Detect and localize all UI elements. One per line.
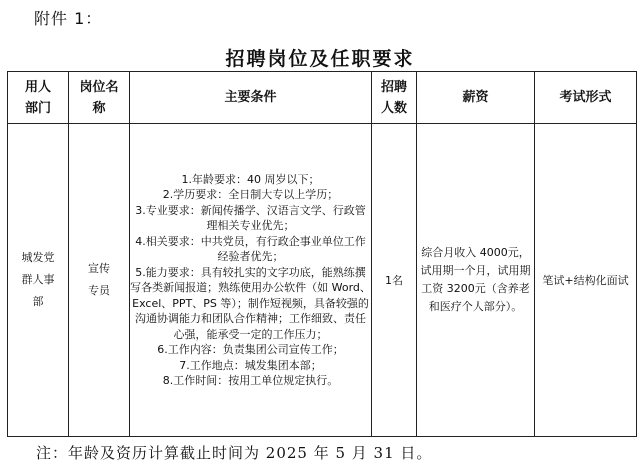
condition-item: 6.工作内容：负责集团公司宣传工作； [157, 343, 344, 356]
condition-item: 3.专业要求：新闻传播学、汉语言文学、行政管理相关专业优先； [135, 203, 366, 232]
header-headcount: 招聘人数 [372, 72, 417, 124]
header-conditions: 主要条件 [130, 72, 372, 124]
condition-item: 8.工作时间：按用工单位规定执行。 [162, 374, 339, 387]
condition-item: 4.相关要求：中共党员，有行政企事业单位工作经验者优先； [135, 234, 366, 263]
header-salary: 薪资 [417, 72, 535, 124]
header-position: 岗位名称 [69, 72, 130, 124]
header-department: 用人部门 [8, 72, 69, 124]
header-exam: 考试形式 [535, 72, 637, 124]
condition-item: 1.年龄要求：40 周岁以下； [181, 172, 320, 186]
cell-salary: 综合月收入 4000元，试用期一个月，试用期工资 3200元（含养老和医疗个人部分）。 [417, 124, 535, 437]
footnote: 注：年龄及资历计算截止时间为 2025 年 5 月 31 日。 [36, 444, 433, 462]
attachment-label: 附件 1： [34, 9, 103, 28]
conditions-list [130, 172, 371, 389]
cell-position: 宣传专员 [69, 124, 130, 437]
recruitment-table [7, 71, 637, 437]
table-header-row [8, 72, 637, 124]
cell-department: 城发党群人事部 [8, 124, 69, 437]
condition-item: 5.能力要求：具有较扎实的文字功底，能熟练撰写各类新闻报道；熟练使用办公软件（如 Word、Excel、PPT、PS 等）；制作短视频，具备较强的沟通协调能力和团队合作精神；工作细致、责任心强，能承受一定的工作压力； [130, 265, 371, 341]
condition-item: 2.学历要求：全日制大专以上学历； [162, 188, 339, 201]
condition-item: 7.工作地点：城发集团本部； [179, 358, 322, 372]
cell-conditions [130, 124, 372, 437]
cell-exam: 笔试+结构化面试 [535, 124, 637, 437]
page-title: 招聘岗位及任职要求 [225, 48, 415, 70]
cell-headcount: 1名 [372, 124, 417, 437]
table-row [8, 124, 637, 437]
